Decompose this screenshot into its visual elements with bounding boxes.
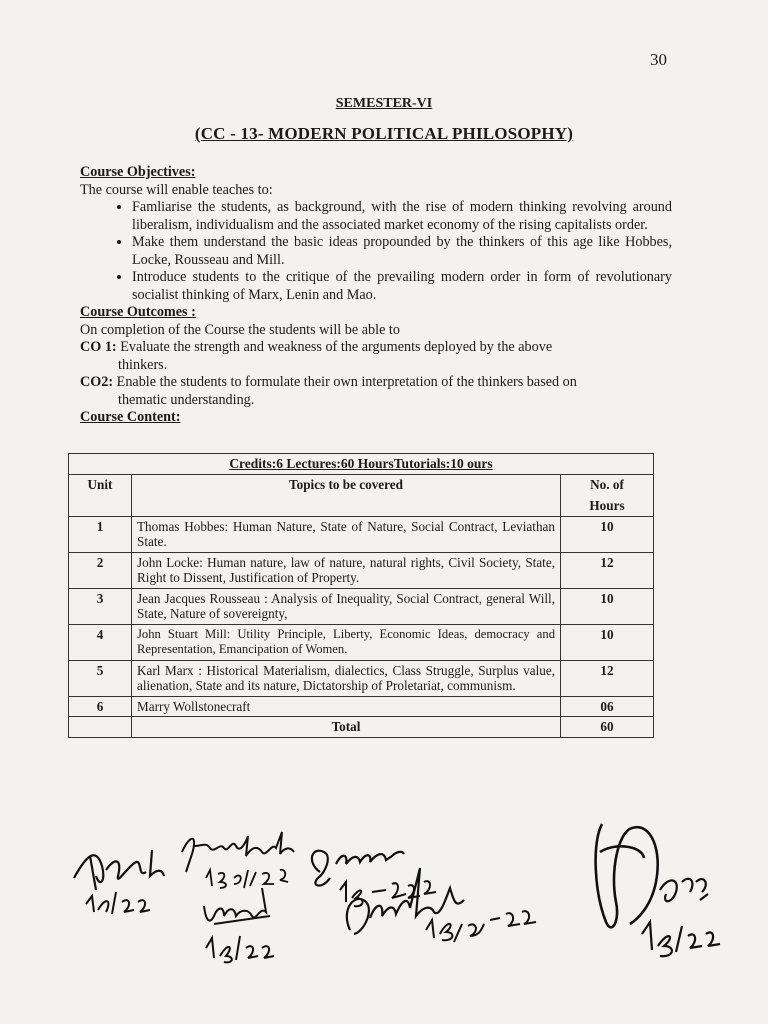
total-unit-blank <box>69 717 132 738</box>
table-row <box>69 588 654 624</box>
topic-cell: John Stuart Mill: Utility Principle, Liberty, Economic Ideas, democracy and Representation, Emancipation of Women. <box>132 624 561 660</box>
co1-label: CO 1: <box>80 339 117 355</box>
page-number: 30 <box>650 50 667 69</box>
table-row <box>69 696 654 717</box>
signature-3 <box>196 876 306 971</box>
objective-item: • Introduce students to the critique of the prevailing modern order in form of revolutionary socialist thinking of Marx, Lenin and Mao. <box>132 269 672 304</box>
credits-row <box>69 454 654 475</box>
co1-text: Evaluate the strength and weakness of the arguments deployed by the above <box>120 339 553 355</box>
topic-cell: John Locke: Human nature, law of nature, natural rights, Civil Society, State, Right to Dissent, Justification of Property. <box>132 552 561 588</box>
table-row <box>69 624 654 660</box>
hours-cell: 06 <box>561 696 654 717</box>
hours-cell: 12 <box>561 552 654 588</box>
outcomes-heading: Course Outcomes : <box>80 304 196 320</box>
outcome-co1 <box>80 339 672 357</box>
credits-line: Credits:6 Lectures:60 HoursTutorials:10 ours <box>69 454 654 475</box>
co1-continuation: thinkers. <box>118 356 168 373</box>
objectives-intro: The course will enable teaches to: <box>80 181 273 198</box>
outcomes-intro: On completion of the Course the students will be able to <box>80 321 400 338</box>
topic-cell: Jean Jacques Rousseau : Analysis of Inequality, Social Contract, general Will, State, Nature of sovereignty, <box>132 588 561 624</box>
signature-6 <box>572 812 762 967</box>
signature-1 <box>66 826 176 921</box>
unit-cell: 5 <box>69 660 132 696</box>
total-hours: 60 <box>561 717 654 738</box>
signature-5 <box>336 838 556 953</box>
hours-cell: 12 <box>561 660 654 696</box>
table-row <box>69 516 654 552</box>
signature-3-drawing <box>196 876 306 966</box>
signature-5-drawing <box>336 838 556 948</box>
table-row <box>69 660 654 696</box>
objective-item: • Make them understand the basic ideas propounded by the thinkers of this age like Hobbes, Locke, Rousseau and Mill. <box>132 234 672 269</box>
hours-cell: 10 <box>561 516 654 552</box>
co2-label: CO2: <box>80 374 114 390</box>
hours-header-line1: No. of <box>590 476 624 492</box>
content-heading: Course Content: <box>80 409 181 425</box>
topics-header: Topics to be covered <box>132 474 561 516</box>
unit-cell: 2 <box>69 552 132 588</box>
semester-heading: SEMESTER-VI <box>335 96 433 111</box>
signature-1-drawing <box>66 826 176 916</box>
objectives-list <box>80 199 672 304</box>
table-header-row <box>69 474 654 516</box>
outcome-co2 <box>80 374 672 392</box>
objective-item: • Famliarise the students, as background, with the rise of modern thinking revolving around liberalism, individualism and the associated market economy of the rising capitalists order. <box>132 199 672 234</box>
unit-cell: 3 <box>69 588 132 624</box>
unit-cell: 6 <box>69 696 132 717</box>
unit-cell: 4 <box>69 624 132 660</box>
topic-cell: Karl Marx : Historical Materialism, dialectics, Class Struggle, Surplus value, alienation, State and its nature, Dictatorship of Proletariat, communism. <box>132 660 561 696</box>
signature-6-drawing <box>572 812 762 962</box>
co2-continuation: thematic understanding. <box>118 391 255 408</box>
course-title: (CC - 13- MODERN POLITICAL PHILOSOPHY) <box>194 124 574 143</box>
hours-cell: 10 <box>561 624 654 660</box>
objectives-heading: Course Objectives: <box>80 164 196 180</box>
hours-header-line2: Hours <box>589 498 625 513</box>
co2-text: Enable the students to formulate their own interpretation of the thinkers based on <box>116 374 577 390</box>
total-label: Total <box>132 717 561 738</box>
total-row <box>69 717 654 738</box>
hours-cell: 10 <box>561 588 654 624</box>
unit-header: Unit <box>69 474 132 516</box>
topic-cell: Marry Wollstonecraft <box>132 696 561 717</box>
course-content-table <box>68 453 654 738</box>
table-row <box>69 552 654 588</box>
hours-header <box>561 474 654 516</box>
unit-cell: 1 <box>69 516 132 552</box>
topic-cell: Thomas Hobbes: Human Nature, State of Nature, Social Contract, Leviathan State. <box>132 516 561 552</box>
course-body <box>80 164 672 427</box>
